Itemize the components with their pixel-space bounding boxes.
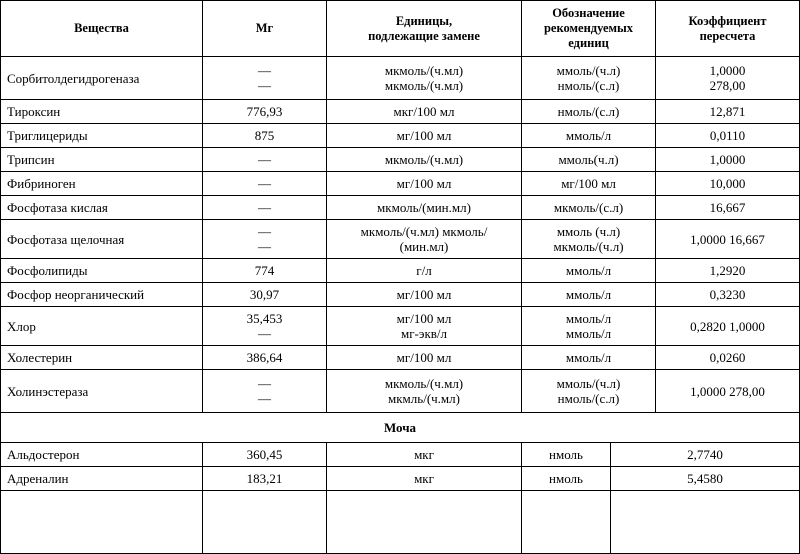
empty-row: [1, 491, 800, 554]
coef-value: 1,0000 278,00: [656, 370, 800, 413]
rec-value: мкмоль/(с.л): [522, 196, 656, 220]
header-units-line: Единицы,: [395, 13, 453, 28]
section-title: Моча: [1, 413, 800, 443]
rec-cell: [522, 307, 656, 346]
substance-name: Фосфор неорганический: [1, 283, 203, 307]
coef-value: 12,871: [656, 100, 800, 124]
mr-cell: [203, 307, 327, 346]
empty-cell: [203, 491, 327, 554]
rec-value: нмоль/(с.л): [557, 78, 620, 93]
mr-cell: [203, 57, 327, 100]
header-units-replace: [327, 1, 522, 57]
mr-value: —: [203, 172, 327, 196]
coef-cell: [656, 57, 800, 100]
coef-value: 2,7740: [611, 443, 800, 467]
coef-value: 0,0110: [656, 124, 800, 148]
table-row: [1, 443, 800, 467]
substance-name: Фосфотаза кислая: [1, 196, 203, 220]
rec-value: ммоль/л: [565, 326, 612, 341]
unit-value: мкг: [327, 443, 522, 467]
mr-value: 875: [203, 124, 327, 148]
rec-value: ммоль (ч.л): [556, 224, 621, 239]
table-row: [1, 196, 800, 220]
substance-name: Фосфолипиды: [1, 259, 203, 283]
unit-value: мкмоль/(ч.мл): [384, 63, 464, 78]
table-row: [1, 346, 800, 370]
rec-cell: [522, 220, 656, 259]
unit-value: мг/100 мл: [327, 346, 522, 370]
rec-value: ммоль/л: [565, 311, 612, 326]
unit-cell: [327, 307, 522, 346]
rec-value: ммоль/л: [522, 124, 656, 148]
unit-value: мкмоль/(ч.мл): [384, 78, 464, 93]
mr-value: 776,93: [203, 100, 327, 124]
rec-cell: [522, 57, 656, 100]
unit-value: мг-экв/л: [400, 326, 448, 341]
unit-value: мг/100 мл: [396, 311, 452, 326]
substance-name: Тироксин: [1, 100, 203, 124]
coef-value: 278,00: [709, 78, 746, 93]
substance-name: Фибриноген: [1, 172, 203, 196]
unit-value: мкмоль/(мин.мл): [327, 196, 522, 220]
mr-value: —: [203, 196, 327, 220]
table-row: [1, 370, 800, 413]
unit-value: мкмоль/(ч.мл): [384, 376, 464, 391]
substance-name: Альдостерон: [1, 443, 203, 467]
mr-value: —: [258, 239, 271, 254]
substance-name: Адреналин: [1, 467, 203, 491]
header-coef: [656, 1, 800, 57]
rec-value: ммоль/(ч.л): [556, 376, 621, 391]
header-row: [1, 1, 800, 57]
table-row: [1, 259, 800, 283]
header-rec-line: единиц: [568, 36, 609, 50]
mr-value: —: [258, 224, 271, 239]
mr-value: 386,64: [203, 346, 327, 370]
unit-cell: [327, 370, 522, 413]
table-row: [1, 124, 800, 148]
mr-value: 30,97: [203, 283, 327, 307]
rec-value: ммоль/(ч.л): [556, 63, 621, 78]
table-row: [1, 467, 800, 491]
table-row: [1, 172, 800, 196]
rec-value: ммоль/л: [522, 259, 656, 283]
rec-value: нмоль/(с.л): [557, 391, 620, 406]
unit-value: мг/100 мл: [327, 283, 522, 307]
empty-cell: [522, 491, 611, 554]
coef-value: 1,0000 16,667: [656, 220, 800, 259]
rec-cell: [522, 370, 656, 413]
coef-value: 0,3230: [656, 283, 800, 307]
table-row: [1, 220, 800, 259]
coef-value: 0,0260: [656, 346, 800, 370]
unit-value: мкг/100 мл: [327, 100, 522, 124]
mr-value: —: [258, 376, 271, 391]
coef-value: 0,2820 1,0000: [656, 307, 800, 346]
mr-value: 774: [203, 259, 327, 283]
mr-value: —: [258, 326, 271, 341]
rec-value: ммоль/л: [522, 346, 656, 370]
substance-name: Холестерин: [1, 346, 203, 370]
header-recommended: [522, 1, 656, 57]
unit-value: г/л: [327, 259, 522, 283]
header-mr: Мг: [203, 1, 327, 57]
substance-name: Холинэстераза: [1, 370, 203, 413]
header-coef-line: пересчета: [699, 28, 756, 43]
mr-cell: [203, 370, 327, 413]
unit-cell: [327, 57, 522, 100]
coef-value: 1,0000: [656, 148, 800, 172]
table-row: [1, 283, 800, 307]
empty-cell: [611, 491, 800, 554]
rec-value: нмоль: [522, 443, 611, 467]
table-row: [1, 57, 800, 100]
unit-cell: [327, 220, 522, 259]
mr-value: —: [203, 148, 327, 172]
header-rec-line: Обозначение: [552, 6, 625, 20]
coef-value: 1,0000: [709, 63, 746, 78]
table-row: [1, 100, 800, 124]
unit-value: мкмоль/(ч.мл): [327, 148, 522, 172]
rec-value: ммоль/л: [522, 283, 656, 307]
coef-value: 5,4580: [611, 467, 800, 491]
empty-cell: [1, 491, 203, 554]
coef-value: 1,2920: [656, 259, 800, 283]
mr-value: 35,453: [246, 311, 283, 326]
substance-name: Триглицериды: [1, 124, 203, 148]
coef-value: 10,000: [656, 172, 800, 196]
header-substance: Вещества: [1, 1, 203, 57]
substance-name: Сорбитолдегидрогеназа: [1, 57, 203, 100]
coef-value: 16,667: [656, 196, 800, 220]
mr-value: —: [258, 78, 271, 93]
rec-value: нмоль: [522, 467, 611, 491]
rec-value: мкмоль/(ч.л): [553, 239, 624, 254]
section-row: [1, 413, 800, 443]
header-rec-line: рекомендуемых: [543, 21, 634, 35]
unit-value: мкмоль/(ч.мл) мкмоль/: [360, 224, 488, 239]
table-row: [1, 148, 800, 172]
rec-value: нмоль/(с.л): [522, 100, 656, 124]
mr-value: 360,45: [203, 443, 327, 467]
empty-cell: [327, 491, 522, 554]
rec-value: ммоль(ч.л): [522, 148, 656, 172]
table-row: [1, 307, 800, 346]
unit-value: мг/100 мл: [327, 172, 522, 196]
header-units-line: подлежащие замене: [368, 28, 480, 43]
rec-value: мг/100 мл: [522, 172, 656, 196]
mr-value: —: [258, 391, 271, 406]
unit-value: мкг: [327, 467, 522, 491]
mr-value: 183,21: [203, 467, 327, 491]
unit-value: (мин.мл): [399, 239, 449, 254]
mr-value: —: [258, 63, 271, 78]
substance-name: Хлор: [1, 307, 203, 346]
unit-value: мг/100 мл: [327, 124, 522, 148]
substance-name: Трипсин: [1, 148, 203, 172]
unit-value: мкмль/(ч.мл): [388, 391, 460, 406]
mr-cell: [203, 220, 327, 259]
substance-name: Фосфотаза щелочная: [1, 220, 203, 259]
header-coef-line: Коэффициент: [688, 13, 767, 28]
